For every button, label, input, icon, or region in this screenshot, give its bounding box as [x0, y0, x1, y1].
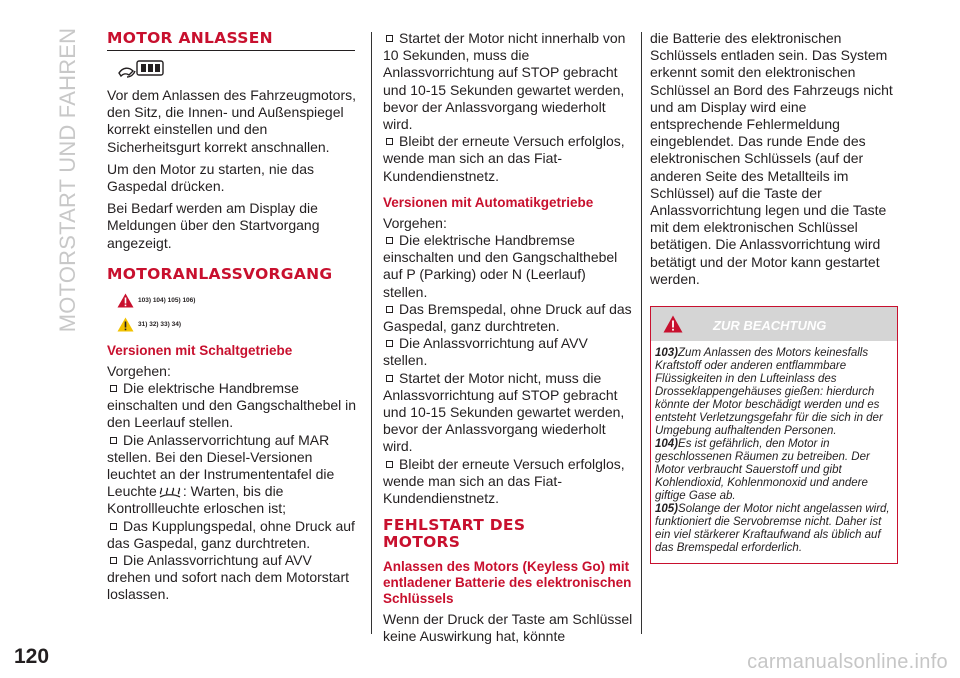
glow-plug-heater-icon: [159, 486, 181, 498]
notice-title: ZUR BEACHTUNG: [713, 318, 827, 334]
keyless-paragraph-continued: die Batterie des elektronischen Schlüssels entladen sein. Das System erkennt somit den elektronischen Schlüssel an Bord des Fahrzeugs nicht und am Display wird eine entsprechende Fehlermeldung eingeblendet. Das runde Ende des elektronischen Schlüssels (auf der anderen Seite des Metallteils im Schlüssel) auf die Taste der Anlassvorrichtung legen und die Taste mit dem elektronischen Schlüssel betätigen. Die Anlassvorrichtung wird betätigt und der Motor kann gestartet werden.: [650, 30, 893, 287]
intro-paragraph: Vor dem Anlassen des Fahrzeugmotors, den Sitz, die Innen- und Außenspiegel korrekt einstellen und den Sicherheitsgurt korrekt anschnallen.: [107, 87, 357, 155]
checkbox-bullet-icon: [386, 461, 393, 468]
chapter-side-title: MOTORSTART UND FAHREN: [55, 27, 80, 333]
list-item: Bleibt der erneute Versuch erfolglos, wende man sich an das Fiat-Kundendienstnetz.: [383, 455, 625, 507]
procedure-intro: Vorgehen:: [383, 214, 447, 231]
caution-refs-row: [117, 315, 359, 335]
page-number: 120: [14, 645, 50, 668]
section-title-fehlstart: FEHLSTART DES MOTORS: [383, 516, 526, 552]
list-item: Die Anlassvorrichtung auf AVV drehen und sofort nach dem Motorstart loslassen.: [107, 552, 350, 603]
list-item: Die Anlasservorrichtung auf MAR stellen. Bei den Diesel-Versionen leuchtet an der Instrumententafel die Leuchte : Warten, bis die Kontrollleuchte erloschen ist;: [107, 431, 335, 517]
notice-entry: 105)Solange der Motor nicht angelassen wird, funktioniert die Servobremse nicht. Daher ist ein viel stärkerer Kraftaufwand als üblich auf das Bremspedal erforderlich.: [655, 503, 890, 555]
list-item: Startet der Motor nicht innerhalb von 10 Sekunden, muss die Anlassvorrichtung auf STOP gebracht und 10-15 Sekunden gewartet werden, bevor der Anlassvorgang wiederholt wird.: [383, 30, 626, 133]
checkbox-bullet-icon: [386, 35, 393, 42]
warning-refs-row: [117, 291, 359, 311]
notice-entry: 103)Zum Anlassen des Motors keinesfalls Kraftstoff oder anderen entflammbare Flüssigkeiten in den Lufteinlass des Drosseklappengehäuses gießen: hierdurch könnte der Motor beschädigt werden und es entsteht Verletzungsgefahr für die sich in der Umgebung aufhaltenden Personen.: [655, 347, 883, 438]
watermark: carmanualsonline.info: [747, 651, 948, 673]
list-item: Bleibt der erneute Versuch erfolglos, wende man sich an das Fiat-Kundendienstnetz.: [383, 133, 625, 184]
caution-triangle-icon: [117, 317, 134, 332]
notice-header: [651, 307, 897, 341]
list-item: Das Bremspedal, ohne Druck auf das Gaspedal, ganz durchtreten.: [383, 300, 632, 335]
column-1: [107, 30, 359, 604]
intro-paragraph: Bei Bedarf werden am Display die Meldungen über den Startvorgang angezeigt.: [107, 200, 320, 251]
subheading-automatikgetriebe: Versionen mit Automatikgetriebe: [383, 194, 594, 210]
column-3: [650, 30, 898, 564]
column-divider: [641, 32, 642, 634]
subheading-keyless-go: Anlassen des Motors (Keyless Go) mit entladener Batterie des elektronischen Schlüssels: [383, 559, 632, 607]
checkbox-bullet-icon: [386, 306, 393, 313]
warning-triangle-icon: [117, 293, 134, 308]
intro-paragraph: Um den Motor zu starten, nie das Gaspedal drücken.: [107, 160, 314, 195]
list-item: Die elektrische Handbremse einschalten und den Gangschalthebel auf P (Parking) oder N (Leerlauf) stellen.: [383, 232, 618, 300]
list-item: Die elektrische Handbremse einschalten und den Gangschalthebel in den Leerlauf stellen.: [107, 380, 357, 431]
warning-triangle-icon: [663, 315, 683, 333]
electronic-key-icon: [117, 57, 165, 79]
keyless-paragraph: Wenn der Druck der Taste am Schlüssel keine Auswirkung hat, könnte: [383, 611, 633, 645]
column-divider: [371, 32, 372, 634]
procedure-intro: Vorgehen:: [107, 362, 171, 379]
section-heading-rule: [107, 30, 355, 51]
checkbox-bullet-icon: [386, 138, 393, 145]
column-2: [383, 30, 633, 651]
checkbox-bullet-icon: [110, 523, 117, 530]
warning-notice-box: [650, 306, 898, 564]
checkbox-bullet-icon: [110, 437, 117, 444]
subheading-schaltgetriebe: Versionen mit Schaltgetriebe: [107, 342, 293, 358]
warning-refs: 103) 104) 105) 106): [138, 297, 196, 305]
list-item: Startet der Motor nicht, muss die Anlassvorrichtung auf STOP gebracht und 10-15 Sekunden gewartet werden, bevor der Anlassvorgang wiederholt wird.: [383, 369, 625, 455]
checkbox-bullet-icon: [386, 375, 393, 382]
notice-entry: 104)Es ist gefährlich, den Motor in geschlossenen Räumen zu betreiben. Der Motor verbraucht Sauerstoff und gibt Kohlendioxid, Kohlenmonoxid und andere giftige Gase ab.: [655, 438, 870, 503]
notice-body: [651, 341, 897, 563]
checkbox-bullet-icon: [386, 340, 393, 347]
list-item: Das Kupplungspedal, ohne Druck auf das Gaspedal, ganz durchtreten.: [107, 517, 355, 551]
checkbox-bullet-icon: [110, 557, 117, 564]
section-title-motor-anlassen: MOTOR ANLASSEN: [107, 29, 273, 47]
section-title-motoranlassvorgang: MOTORANLASSVORGANG: [107, 264, 333, 283]
list-item: Die Anlassvorrichtung auf AVV stellen.: [383, 335, 588, 369]
checkbox-bullet-icon: [110, 385, 117, 392]
caution-refs: 31) 32) 33) 34): [138, 321, 181, 329]
checkbox-bullet-icon: [386, 237, 393, 244]
